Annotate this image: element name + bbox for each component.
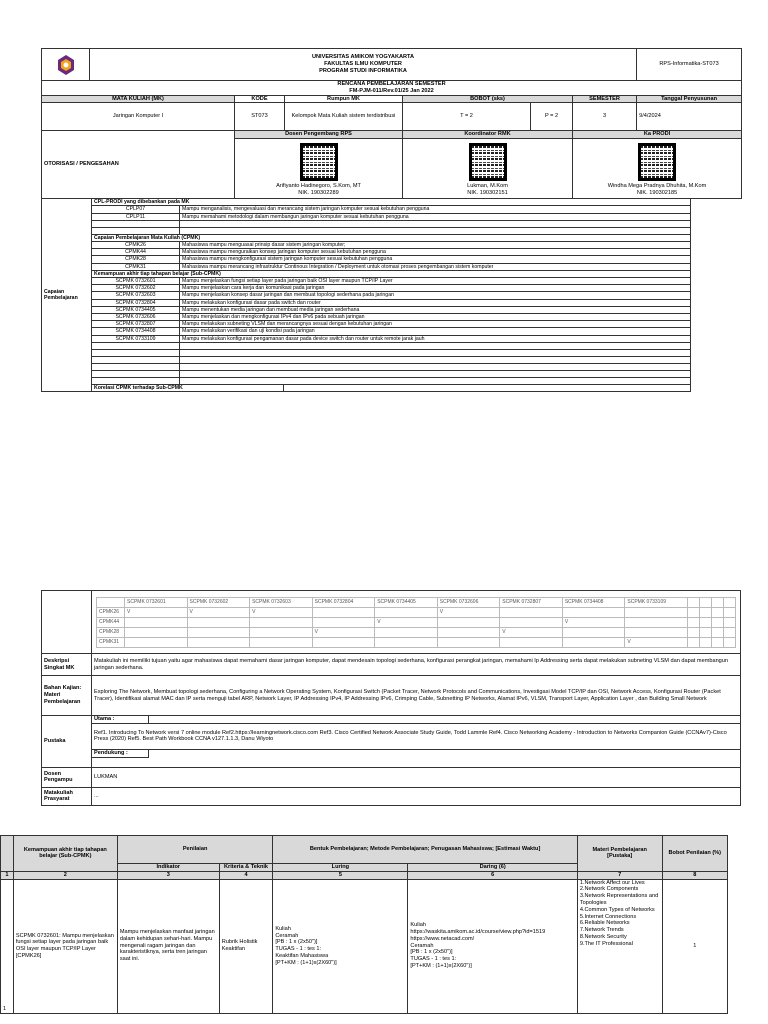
matrix-empty xyxy=(724,628,736,638)
dosen-nik: NIK. 190302289 xyxy=(298,189,339,196)
pustaka-pendukung: Pendukung : xyxy=(92,750,149,758)
cpl-head: CPL-PRODI yang dibebankan pada MK xyxy=(92,199,691,206)
doc-form: FM-PJM-011/Rev.01/25 Jan 2022 xyxy=(349,87,434,94)
matrix-empty xyxy=(724,618,736,628)
col-number: 1 xyxy=(1,871,14,879)
matrix-empty xyxy=(688,598,700,608)
empty-cell xyxy=(92,342,180,349)
matrix-mark xyxy=(312,638,375,648)
pustaka-label: Pustaka xyxy=(42,716,92,768)
sub-cpmk-code: SCPMK 0732602 xyxy=(92,285,180,292)
tanggal-header: Tanggal Penyusunan xyxy=(637,95,742,103)
rumpun-header: Rumpun MK xyxy=(285,95,403,103)
matrix-row-header: CPMK44 xyxy=(97,618,125,628)
matrix-mark xyxy=(437,628,500,638)
mk-header: MATA KULIAH (MK) xyxy=(42,95,235,103)
sub-cpmk-head: Kemampuan akhir tiap tahapan belajar (Sub-CPMK) xyxy=(92,270,691,277)
cpmk-text: Mahasiswa mampu menguraikan konsep jaringan komputer sesuai kebutuhan pengguna xyxy=(180,249,691,256)
matrix-mark xyxy=(125,628,188,638)
cpmk-head: Capaian Pembelajaran Mata Kuliah (CPMK) xyxy=(92,234,691,241)
matrix-mark xyxy=(437,618,500,628)
capaian-label: Capaian Pembelajaran xyxy=(42,199,92,392)
sub-cpmk-text: Mampu melakukan verifikasi dan uji kondisi pada jaringan xyxy=(180,328,691,335)
cpl-text: Mampu memahami metodologi dalam membangun jaringan komputer sesuai kebutuhan pengguna xyxy=(180,213,691,220)
daring-header: Daring (6) xyxy=(408,864,577,872)
matrix-mark xyxy=(562,638,625,648)
koor-signature xyxy=(403,139,573,199)
rps-page-1 xyxy=(41,48,741,392)
matrix-mark xyxy=(375,628,438,638)
matrix-col-header: SCPMK 0734405 xyxy=(375,598,438,608)
matrix-mark xyxy=(625,608,688,618)
matrix-empty xyxy=(712,618,724,628)
empty-cell xyxy=(92,363,180,370)
matrix-empty xyxy=(700,608,712,618)
empty-cell xyxy=(180,342,691,349)
row-luring: Kuliah Ceramah [PB : 1 x (2x50")] TUGAS - 1 : tes 1: Keaktifan Mahasiswa [PT+KM : (1+1)x(2X60")] xyxy=(273,879,408,1013)
cpmk-code: CPMK28 xyxy=(92,256,180,263)
empty-cell xyxy=(92,349,180,356)
empty-cell xyxy=(284,384,691,391)
course-semester: 3 xyxy=(573,103,637,131)
koor-label: Koordinator RMK xyxy=(403,131,573,139)
row-indikator: Mampu menjelaskan manfaat jaringan dalam kehidupan sehari-hari. Mampu mengenali ragam jaringan dan karakteristiknya, serta tren jaringan saat ini. xyxy=(117,879,219,1013)
cpmk-code: CPMK44 xyxy=(92,249,180,256)
sub-cpmk-code: SCPMK 0732807 xyxy=(92,321,180,328)
matrix-mark xyxy=(562,608,625,618)
matrix-mark xyxy=(562,628,625,638)
matrix-mark: V xyxy=(375,618,438,628)
sub-cpmk-code: SCPMK 0733109 xyxy=(92,335,180,342)
matrix-empty xyxy=(700,638,712,648)
sub-cpmk-text: Mampu melakukan subneting VLSM dan merancangnya sesuai dengan kebutuhan jaringan xyxy=(180,321,691,328)
sub-cpmk-code: SCPMK 0732606 xyxy=(92,314,180,321)
cpmk-text: Mahasiswa mampu menguasai prinsip dasar sistem jaringan komputer; xyxy=(180,242,691,249)
row-sub-cpmk: SCPMK 0732601: Mampu menjelaskan fungsi setiap layer pada jaringan baik OSI layer maupun TCP/IP Layer [CPMK26] xyxy=(13,879,117,1013)
cpmk-code: CPMK26 xyxy=(92,242,180,249)
semester-header: SEMESTER xyxy=(573,95,637,103)
dosen-qr-icon xyxy=(300,143,338,181)
empty-cell xyxy=(180,227,691,234)
koor-name: Lukman, M.Kom xyxy=(467,182,508,189)
sub-cpmk-code: SCPMK 0734405 xyxy=(92,306,180,313)
matrix-col-header: SCPMK 0732601 xyxy=(125,598,188,608)
matrix-empty xyxy=(700,598,712,608)
matrix-empty xyxy=(712,638,724,648)
col-number: 2 xyxy=(13,871,117,879)
matrix-row-header: CPMK28 xyxy=(97,628,125,638)
matrix-mark xyxy=(625,628,688,638)
empty-cell xyxy=(1,836,14,872)
col-number: 6 xyxy=(408,871,577,879)
sub-cpmk-text: Mampu menentukan media jaringan dan membuat media jaringan sederhana xyxy=(180,306,691,313)
doc-code: RPS-Informatika-ST073 xyxy=(637,49,742,81)
matrix-corner xyxy=(97,598,125,608)
indikator-header: Indikator xyxy=(117,864,219,872)
col-number: 5 xyxy=(273,871,408,879)
row-number: 1 xyxy=(1,879,14,1013)
cpl-code: CPLP11 xyxy=(92,213,180,220)
bahan-label: Bahan Kajian: Materi Pembelajaran xyxy=(42,676,92,716)
col-number: 4 xyxy=(219,871,273,879)
empty-cell xyxy=(180,370,691,377)
col-number: 8 xyxy=(662,871,727,879)
koor-qr-icon xyxy=(469,143,507,181)
koor-nik: NIK. 190302151 xyxy=(467,189,508,196)
dosen-pengampu-label: Dosen Pengampu xyxy=(42,767,92,787)
prasyarat-value: ... xyxy=(92,787,741,805)
dosen-label: Dosen Pengembang RPS xyxy=(235,131,403,139)
matrix-empty xyxy=(724,608,736,618)
matrix-mark: V xyxy=(500,628,563,638)
matrix-mark xyxy=(625,618,688,628)
cpl-code: CPLP07 xyxy=(92,206,180,213)
cpl-text: Mampu menganalisis, mengevaluasi dan merancang sistem jaringan komputer sesuai kebutuhan pengguna xyxy=(180,206,691,213)
matrix-col-header: SCPMK 0732807 xyxy=(500,598,563,608)
dosen-name: Arifiyanto Hadinegoro, S.Kom, MT xyxy=(276,182,361,189)
plan-table xyxy=(0,835,728,1014)
course-name: Jaringan Komputer I xyxy=(42,103,235,131)
sub-cpmk-code: SCPMK 0732603 xyxy=(92,292,180,299)
prasyarat-label: Matakuliah Prasyarat xyxy=(42,787,92,805)
matrix-mark: V xyxy=(312,628,375,638)
pustaka-utama-label xyxy=(92,716,741,724)
kriteria-header: Kriteria & Teknik xyxy=(219,864,273,872)
doc-title-cell xyxy=(42,81,742,96)
course-rumpun: Kelompok Mata Kuliah sistem terdistribusi xyxy=(285,103,403,131)
bobot-header: BOBOT (sks) xyxy=(403,95,573,103)
empty-cell xyxy=(92,356,180,363)
matrix-mark xyxy=(187,628,250,638)
sub-cpmk-text: Mampu menjelaskan konsep dasar jaringan dan membuat topologi sederhana pada jaringan xyxy=(180,292,691,299)
matrix-mark xyxy=(125,618,188,628)
col-number: 7 xyxy=(577,871,662,879)
matrix-mark: V xyxy=(125,608,188,618)
cpmk-code: CPMK31 xyxy=(92,263,180,270)
kode-header: KODE xyxy=(235,95,285,103)
row-daring: Kuliah https://waskita.amikom.ac.id/course/view.php?id=1519 https://www.netacad.com/ Ceramah [PB : 1 x (2x50")] TUGAS - 1 : tes 1: [PT+KM : (1+1)x(2X60")] xyxy=(408,879,577,1013)
program-name: PROGRAM STUDI INFORMATIKA xyxy=(319,67,407,74)
matrix-mark xyxy=(187,638,250,648)
korelasi-head: Korelasi CPMK terhadap Sub-CPMK xyxy=(92,384,284,391)
matrix-mark xyxy=(250,638,313,648)
cpmk-text: Mahasiswa mampu mengkonfigurasi sistem jaringan komputer sesuai kebutuhan pengguna xyxy=(180,256,691,263)
matrix-mark xyxy=(500,638,563,648)
matrix-mark xyxy=(375,638,438,648)
matrix-empty xyxy=(688,608,700,618)
sub-cpmk-text: Mampu melakukan konfigurasi pengamanan dasar pada device switch dan router untuk remote jarak jauh xyxy=(180,335,691,342)
course-p: P = 2 xyxy=(531,103,573,131)
dosen-signature xyxy=(235,139,403,199)
matrix-mark xyxy=(125,638,188,648)
empty-cell xyxy=(180,349,691,356)
matrix-empty xyxy=(688,618,700,628)
matrix-empty xyxy=(700,618,712,628)
col-number: 3 xyxy=(117,871,219,879)
matrix-col-header: SCPMK 0734408 xyxy=(562,598,625,608)
matrix-mark xyxy=(500,618,563,628)
matrix-mark xyxy=(500,608,563,618)
matrix-empty xyxy=(712,608,724,618)
bahan-text: Exploring The Network, Membuat topologi sederhana, Configuring a Network Operating System, Konfigurasi Switch (Packet Tracer, Network Protocols and Communications, Investigasi Model TCP/IP dan OSI, Network Access, Konfigurasi Router (Packet Tracer), Identifikasi alamat MAC dan IP serta menguji tabel ARP, Network Layer, IP Addressing IPv4, IP Addressing IPv6, Crimping Cable, Subnetting IP Networks, Alamat IPv6, VLSM, Transport Layer, Application Layer , dan Building Small Network xyxy=(92,676,741,716)
cpmk-text: Mahasiswa mampu merancang infrastruktur Continous Integration / Deployment untuk otomasi proses pengembangan sistem komputer xyxy=(180,263,691,270)
empty-cell xyxy=(180,377,691,384)
kaprodi-qr-icon xyxy=(638,143,676,181)
pustaka-text: Ref1. Introducing To Network versi 7 online module Ref2.https://learningnetwork.cisco.com Ref3. Cisco Certified Network Associate Study Guide, Todd Lammle Ref4. Cisco Networking Academy - Introduction to Networks Companion Guide (CCNAv7)-Cisco Press (2020) Ref5. Best Path Workbook CCNA v127.1.1.3, Danu Wiyoto xyxy=(92,723,741,749)
empty-cell xyxy=(180,356,691,363)
sub-cpmk-text: Mampu menjelaskan fungsi setiap layer pada jaringan baik OSI layer maupun TCP/IP Layer xyxy=(180,278,691,285)
matrix-mark xyxy=(437,638,500,648)
matrix-empty xyxy=(688,628,700,638)
matrix-empty xyxy=(724,638,736,648)
matrix-col-header: SCPMK 0732804 xyxy=(312,598,375,608)
doc-title: RENCANA PEMBELAJARAN SEMESTER xyxy=(337,81,446,87)
matrix-col-header: SCPMK 0732606 xyxy=(437,598,500,608)
matrix-mark: V xyxy=(562,618,625,628)
matrix-col-header: SCPMK 0732603 xyxy=(250,598,313,608)
sub-cpmk-text: Mampu menjelaskan cara kerja dan komunikasi pada jaringan xyxy=(180,285,691,292)
sub-cpmk-code: SCPMK 0734408 xyxy=(92,328,180,335)
kaprodi-nik: NIK. 190302185 xyxy=(636,189,678,196)
korelasi-matrix xyxy=(96,597,736,648)
matrix-mark xyxy=(312,608,375,618)
matrix-mark: V xyxy=(187,608,250,618)
university-name: UNIVERSITAS AMIKOM YOGYAKARTA xyxy=(311,54,415,61)
korelasi-matrix-cell xyxy=(92,591,741,654)
empty-cell xyxy=(92,377,180,384)
detail-table xyxy=(41,590,741,806)
matrix-mark xyxy=(187,618,250,628)
matrix-empty xyxy=(700,628,712,638)
empty-cell xyxy=(92,220,180,227)
otorisasi-label: OTORISASI / PENGESAHAN xyxy=(42,131,235,199)
matrix-row-header: CPMK31 xyxy=(97,638,125,648)
deskripsi-label: Deskripsi Singkat MK xyxy=(42,654,92,676)
matrix-empty xyxy=(688,638,700,648)
course-t: T = 2 xyxy=(403,103,531,131)
sub-cpmk-code: SCPMK 0732601 xyxy=(92,278,180,285)
kaprodi-name: Windha Mega Pradnya Dhuhita, M.Kom xyxy=(607,182,707,189)
course-date: 9/4/2024 xyxy=(637,103,742,131)
amikom-logo-icon xyxy=(55,54,77,76)
bobot-penilaian-header: Bobot Penilaian (%) xyxy=(662,836,727,872)
course-code: ST073 xyxy=(235,103,285,131)
empty-cell xyxy=(92,227,180,234)
matrix-mark xyxy=(375,608,438,618)
matrix-mark: V xyxy=(625,638,688,648)
sub-cpmk-code: SCPMK 0732804 xyxy=(92,299,180,306)
matrix-empty xyxy=(712,628,724,638)
rps-page-2 xyxy=(41,590,741,806)
deskripsi-text: Matakuliah ini memiliki tujuan yaitu agar mahasiswa dapat memahami dasar jaringan komputer, dapat mendesain topologi sederhana, konfigurasi perangkat jaringan, memahami Ip Addressing serta dapat melakukan subneting VLSM dan dapat membangun jaringan sederhana. xyxy=(92,654,741,676)
logo-cell xyxy=(42,49,90,81)
row-kriteria: Rubrik Holistik Keaktifan xyxy=(219,879,273,1013)
row-materi: 1.Network Affect our Lives 2.Network Components 3.Network Representations and Topologies 4.Common Types of Networks 5.Internet Connections 6.Reliable Networks 7.Network Trends 8.Network Security 9.The IT Professional xyxy=(577,879,662,1013)
empty-cell xyxy=(92,370,180,377)
dosen-pengampu-value: LUKMAN xyxy=(92,767,741,787)
matrix-mark xyxy=(250,618,313,628)
empty-cell xyxy=(180,220,691,227)
matrix-empty xyxy=(712,598,724,608)
matrix-col-header: SCPMK 0732602 xyxy=(187,598,250,608)
kemampuan-header: Kemampuan akhir tiap tahapan belajar (Sub-CPMK) xyxy=(13,836,117,872)
kaprodi-signature xyxy=(573,139,742,199)
rps-page-3 xyxy=(0,835,728,1014)
capaian-table xyxy=(41,198,691,392)
row-bobot: 1 xyxy=(662,879,727,1013)
header-table xyxy=(41,48,742,199)
matrix-mark: V xyxy=(437,608,500,618)
institution-cell xyxy=(90,49,637,81)
bentuk-header: Bentuk Pembelajaran; Metode Pembelajaran; Penugasan Mahasiswa; [Estimasi Waktu] xyxy=(273,836,578,864)
pustaka-pendukung-row xyxy=(92,749,741,767)
matrix-col-header: SCPMK 0733109 xyxy=(625,598,688,608)
sub-cpmk-text: Mampu menjelaskan dan mengkonfigurasi IPv4 dan IPv6 pada sebuah jaringan xyxy=(180,314,691,321)
matrix-mark: V xyxy=(250,608,313,618)
matrix-mark xyxy=(250,628,313,638)
empty-cell xyxy=(180,363,691,370)
sub-cpmk-text: Mampu melakukan konfigurasi dasar pada switch dan router xyxy=(180,299,691,306)
empty-cell xyxy=(42,591,92,654)
matrix-mark xyxy=(312,618,375,628)
pustaka-utama: Utama : xyxy=(92,716,149,723)
matrix-row-header: CPMK26 xyxy=(97,608,125,618)
materi-header: Materi Pembelajaran [Pustaka] xyxy=(577,836,662,872)
matrix-empty xyxy=(724,598,736,608)
luring-header: Luring xyxy=(273,864,408,872)
kaprodi-label: Ka PRODI xyxy=(573,131,742,139)
penilaian-header: Penilaian xyxy=(117,836,272,864)
faculty-name: FAKULTAS ILMU KOMPUTER xyxy=(324,61,402,68)
